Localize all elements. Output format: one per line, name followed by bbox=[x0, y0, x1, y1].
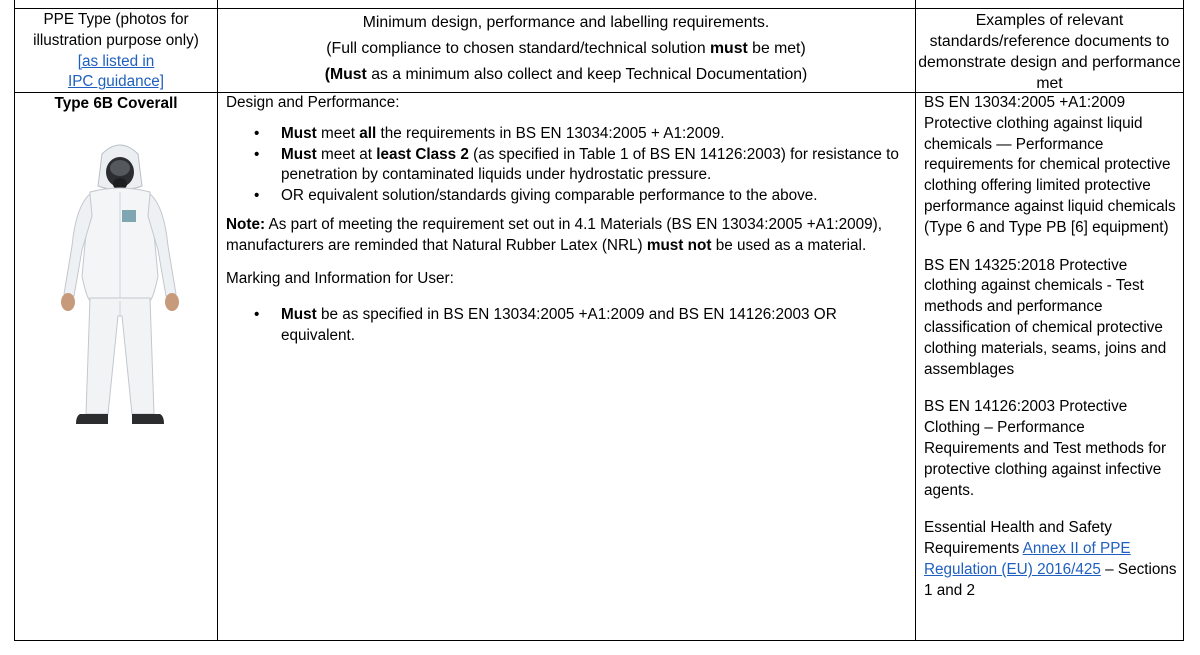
header-req-line3: (Must as a minimum also collect and keep Technical Documentation) bbox=[324, 66, 808, 83]
header-requirements bbox=[219, 10, 913, 88]
table-border-right bbox=[1183, 0, 1184, 641]
list-item: • OR equivalent solution/standards giving comparable performance to the above. bbox=[254, 187, 818, 205]
coverall-photo bbox=[50, 126, 190, 436]
table-border-left bbox=[14, 0, 15, 641]
list-item: • Must meet at least Class 2 (as specified in Table 1 of BS EN 14126:2003) for resistance to penetration by contaminated liquids under hydrostatic pressure. bbox=[254, 145, 899, 184]
standard-bs-en-14126: BS EN 14126:2003 Protective Clothing – Performance Requirements and Test methods for protective clothing against infective agents. bbox=[924, 398, 1167, 499]
marking-heading: Marking and Information for User: bbox=[226, 269, 454, 287]
header-req-line1: Minimum design, performance and labelling requirements. bbox=[362, 14, 770, 31]
ppe-regulation-link[interactable]: Annex II of PPE Regulation (EU) 2016/425 bbox=[924, 540, 1131, 578]
list-item: • Must be as specified in BS EN 13034:2005 +A1:2009 and BS EN 14126:2003 OR equivalent. bbox=[254, 306, 837, 345]
ehs-requirements: Essential Health and Safety Requirements Annex II of PPE Regulation (EU) 2016/425 – Sections 1 and 2 bbox=[924, 519, 1177, 599]
ipc-guidance-link[interactable]: [as listed in IPC guidance] bbox=[67, 52, 165, 91]
design-heading: Design and Performance: bbox=[226, 94, 400, 111]
header-ppe-line2: illustration purpose only) bbox=[33, 31, 199, 49]
standard-bs-en-13034: BS EN 13034:2005 +A1:2009 Protective clothing against liquid chemicals — Performance requirements for chemical protective clothing offering limited protective performance against liquid chemicals (Type 6 and Type PB [6] equipment) bbox=[924, 94, 1176, 236]
table-divider-2 bbox=[915, 0, 916, 641]
list-item: • Must meet all the requirements in BS EN 13034:2005 + A1:2009. bbox=[254, 124, 725, 142]
ppe-type-title: Type 6B Coverall bbox=[54, 95, 178, 112]
standard-bs-en-14325: BS EN 14325:2018 Protective clothing against chemicals - Test methods and performance classification of chemical protective clothing materials, seams, joins and assemblages bbox=[924, 256, 1167, 378]
requirements-cell bbox=[226, 93, 910, 347]
header-req-line2: (Full compliance to chosen standard/technical solution must be met) bbox=[326, 40, 806, 57]
standards-cell bbox=[924, 93, 1182, 619]
design-bullets bbox=[226, 124, 910, 207]
header-ppe-type bbox=[16, 10, 216, 93]
note-paragraph: Note: As part of meeting the requirement set out in 4.1 Materials (BS EN 13034:2005 +A1:2009), manufacturers are reminded that Natural Rubber Latex (NRL) must not be used as a material. bbox=[226, 215, 883, 254]
table-border-top bbox=[14, 8, 1184, 9]
ppe-type-cell bbox=[16, 94, 216, 114]
header-ppe-line1: PPE Type (photos for bbox=[43, 11, 189, 28]
table-divider-1 bbox=[217, 0, 218, 641]
marking-bullets bbox=[226, 305, 910, 347]
header-standards: Examples of relevant standards/reference documents to demonstrate design and performance met bbox=[918, 12, 1181, 92]
table-border-bottom bbox=[14, 640, 1184, 641]
